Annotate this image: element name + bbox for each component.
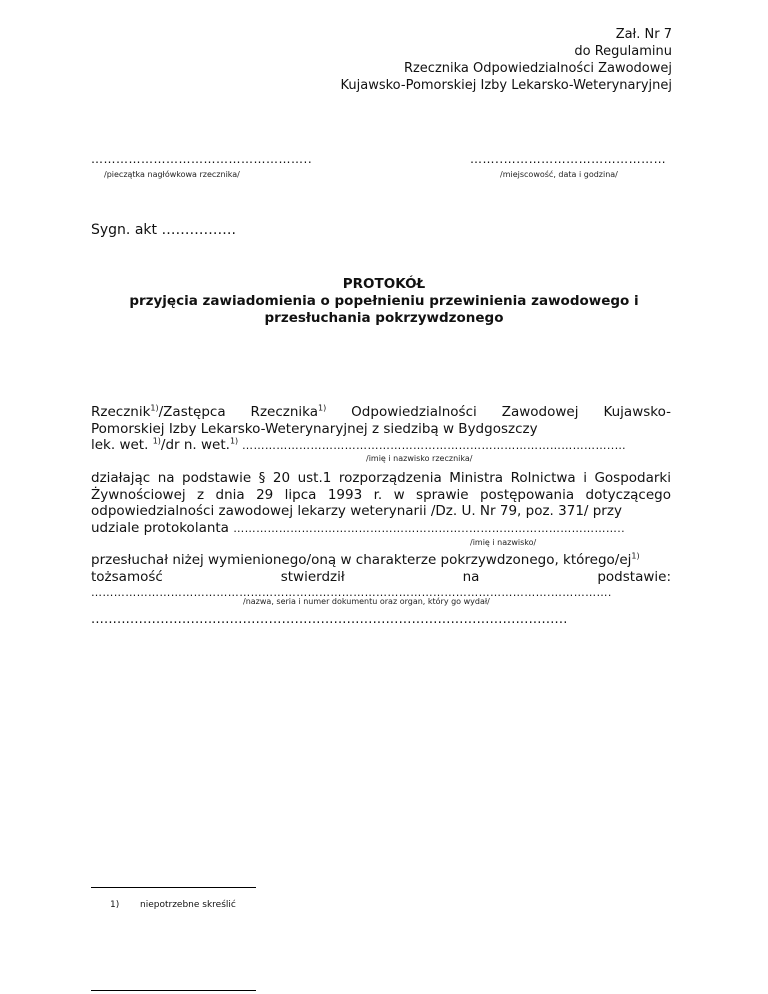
- header-line-2: do Regulaminu: [574, 44, 672, 59]
- document-dots-2: ..............................................................................................................: [91, 612, 568, 627]
- rzecznik-paragraph: [91, 404, 671, 455]
- case-signature: Sygn. akt …………….: [91, 222, 236, 238]
- title-line-2: przyjęcia zawiadomienia o popełnieniu przewinienia zawodowego i: [129, 293, 639, 309]
- protokolant-caption: /imię i nazwisko/: [470, 538, 537, 547]
- interrogation-line-1: przesłuchał niżej wymienionego/oną w charakterze pokrzywdzonego, którego/$ej^{1)}$: [91, 551, 640, 568]
- rzecznik-line-2: Pomorskiej Izby Lekarsko-Weterynaryjnej z siedzibą w Bydgoszczy: [91, 420, 538, 437]
- interrogation-line-2: tożsamość stwierdził na podstawie:: [91, 568, 671, 585]
- rzecznik-name-caption: /imię i nazwisko rzecznika/: [366, 454, 473, 463]
- rzecznik-line-3: lek. wet. $^{1)}$/dr n. wet.$^{1)}$ ……………………………………………………………………………………..…: [91, 436, 627, 453]
- legal-basis-paragraph: [91, 470, 671, 537]
- title-line-3: przesłuchania pokrzywdzonego: [264, 310, 504, 326]
- footnote-separator: [91, 887, 256, 888]
- header-line-1: Zał. Nr 7: [615, 27, 672, 42]
- document-title: [0, 276, 768, 327]
- interrogation-paragraph: [91, 552, 671, 602]
- document-dots: ………………………………………………………………………………………………………….…………….: [91, 586, 612, 599]
- stamp-caption: /pieczątka nagłówkowa rzecznika/: [104, 170, 240, 179]
- legal-basis-text: działając na podstawie § 20 ust.1 rozporządzenia Ministra Rolnictwa i Gospodarki Żywnościowej z dnia 29 lipca 1993 r. w sprawie postępowania dotyczącego odpowiedzialności zawodowej lekarzy weterynarii /Dz. U. Nr 79, poz. 371/ przy: [91, 470, 671, 519]
- stamp-dots: ……………………………………………..: [91, 152, 313, 166]
- place-date-dots: ……..…………………………………: [470, 152, 667, 166]
- document-caption: /nazwa, seria i numer dokumentu oraz organ, który go wydał/: [243, 597, 490, 606]
- attachment-header: [341, 26, 672, 94]
- header-line-3: Rzecznika Odpowiedzialności Zawodowej: [403, 61, 672, 76]
- header-line-4: Kujawsko-Pomorskiej Izby Lekarsko-Weterynaryjnej: [340, 78, 672, 93]
- place-date-caption: /miejscowość, data i godzina/: [500, 170, 618, 179]
- protokolant-line: udziale protokolanta ……………………………………………………..…………………………………..: [91, 519, 626, 536]
- title-line-1: PROTOKÓŁ: [342, 276, 426, 292]
- footnote: 1) niepotrzebne skreślić: [110, 900, 236, 910]
- bottom-separator: [91, 990, 256, 991]
- rzecznik-line-1: Rzecznik$^{1)}$/Zastępca Rzecznika$^{1)}$ Odpowiedzialności Zawodowej Kujawsko-: [91, 403, 671, 420]
